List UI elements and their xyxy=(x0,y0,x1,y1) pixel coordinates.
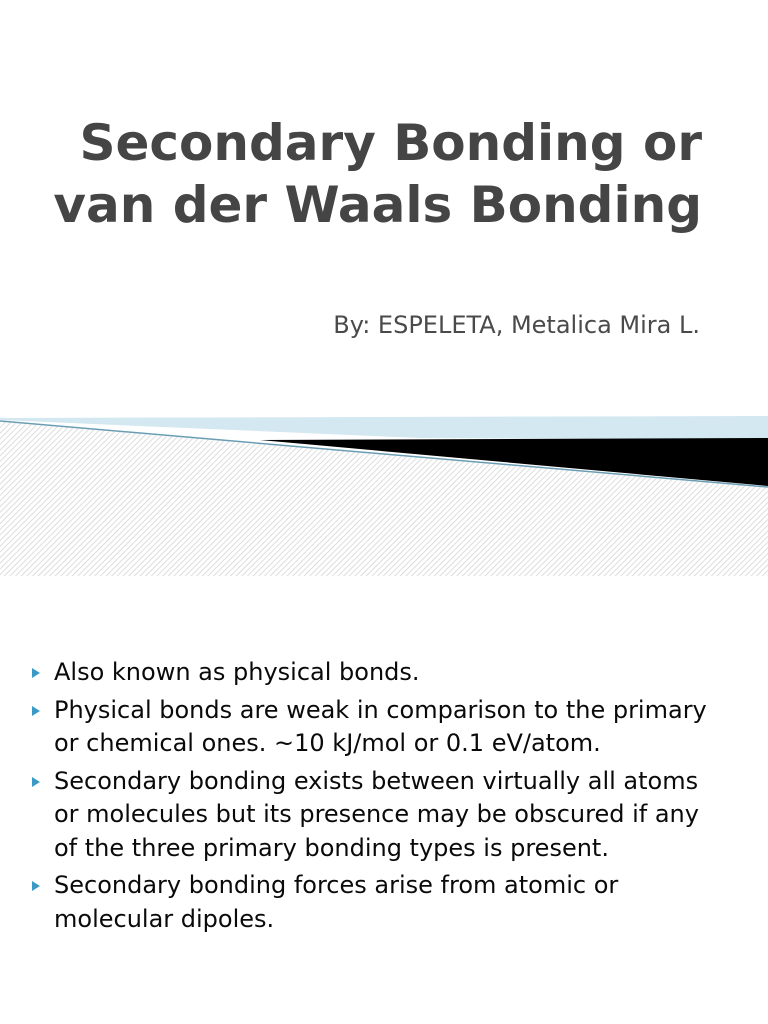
bullet-list xyxy=(28,656,728,940)
triangle-bullet-icon xyxy=(32,881,40,891)
slide-title: Secondary Bonding or van der Waals Bonding xyxy=(53,114,702,234)
bullet-text: Secondary bonding forces arise from atomic or molecular dipoles. xyxy=(54,871,619,933)
bullet-text: Physical bonds are weak in comparison to the primary or chemical ones. ~10 kJ/mol or 0.1 eV/atom. xyxy=(54,695,707,757)
triangle-bullet-icon xyxy=(32,706,40,716)
list-item xyxy=(28,656,728,690)
decorative-wave-band xyxy=(0,410,768,580)
slide-subtitle: By: ESPELETA, Metalica Mira L. xyxy=(333,311,700,339)
bullet-text: Secondary bonding exists between virtually all atoms or molecules but its presence may be obscured if any of the three primary bonding types is present. xyxy=(54,766,699,862)
bullet-text: Also known as physical bonds. xyxy=(54,658,420,686)
list-item xyxy=(28,765,728,866)
triangle-bullet-icon xyxy=(32,777,40,787)
list-item xyxy=(28,869,728,936)
list-item xyxy=(28,694,728,761)
triangle-bullet-icon xyxy=(32,668,40,678)
